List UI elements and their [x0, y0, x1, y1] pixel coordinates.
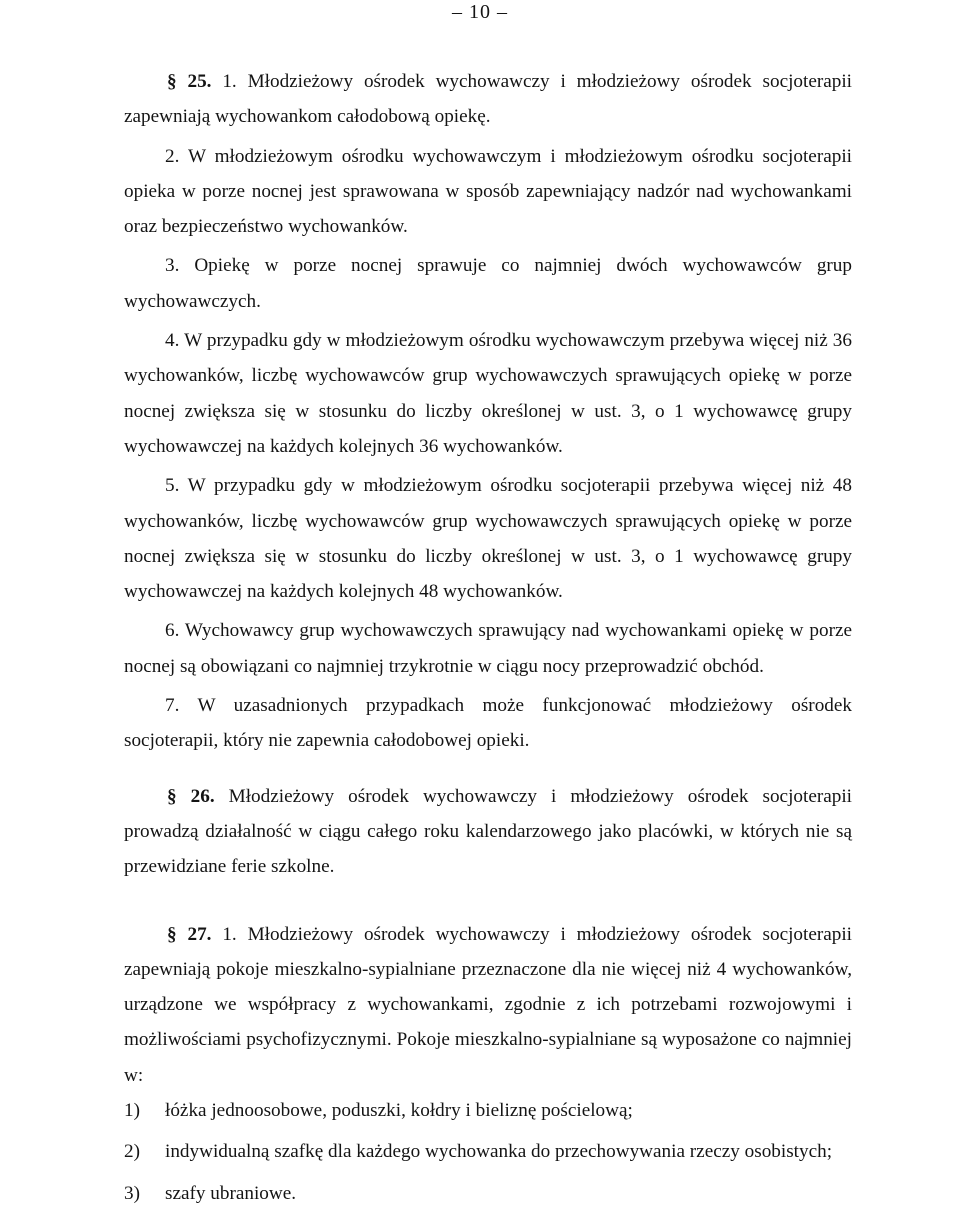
document-body — [124, 64, 852, 1217]
section-27-paragraph-1 — [124, 917, 852, 1093]
section-marker: § 27. — [167, 923, 212, 945]
section-25-paragraph-7: 7. W uzasadnionych przypadkach może funkcjonować młodzieżowy ośrodek socjoterapii, który nie zapewnia całodobowej opieki. — [124, 695, 852, 752]
list-item — [124, 1176, 852, 1211]
list-item — [124, 1093, 852, 1128]
section-25-paragraph-6: 6. Wychowawcy grup wychowawczych sprawujący nad wychowankami opiekę w porze nocnej są obowiązani co najmniej trzykrotnie w ciągu nocy przeprowadzić obchód. — [124, 620, 852, 677]
section-marker: § 25. — [167, 71, 212, 92]
section-25-paragraph-3: 3. Opiekę w porze nocnej sprawuje co najmniej dwóch wychowawców grup wychowawczych. — [124, 255, 852, 312]
section-26-paragraph — [124, 779, 852, 885]
page-number: – 10 – — [452, 1, 508, 23]
section-25-paragraph-2: 2. W młodzieżowym ośrodku wychowawczym i młodzieżowym ośrodku socjoterapii opieka w porze nocnej jest sprawowana w sposób zapewniający nadzór nad wychowankami oraz bezpieczeństwo wychowanków. — [124, 145, 852, 238]
list-item-marker: 2) — [124, 1141, 140, 1163]
furnishing-list — [124, 1093, 852, 1211]
section-25-paragraph-5: 5. W przypadku gdy w młodzieżowym ośrodku socjoterapii przebywa więcej niż 48 wychowanków, liczbę wychowawców grup wychowawczych sprawujących opiekę w porze nocnej zwiększa się w stosunku do liczby określonej w ust. 3, o 1 wychowawcę grupy wychowawczej na każdych kolejnych 48 wychowanków. — [124, 475, 852, 603]
list-item-marker: 1) — [124, 1100, 140, 1122]
paragraph-text: Młodzieżowy ośrodek wychowawczy i młodzieżowy ośrodek socjoterapii prowadzą działalność w ciągu całego roku kalendarzowego jako placówki, w których nie są przewidziane ferie szkolne. — [124, 785, 853, 878]
list-item-text: łóżka jednoosobowe, poduszki, kołdry i bieliznę pościelową; — [165, 1100, 633, 1122]
section-25-paragraph-4: 4. W przypadku gdy w młodzieżowym ośrodku wychowawczym przebywa więcej niż 36 wychowanków, liczbę wychowawców grup wychowawczych sprawujących opiekę w porze nocnej zwiększa się w stosunku do liczby określonej w ust. 3, o 1 wychowawcę grupy wychowawczej na każdych kolejnych 36 wychowanków. — [124, 330, 852, 457]
list-item — [124, 1134, 852, 1169]
list-item-text: indywidualną szafkę dla każdego wychowanka do przechowywania rzeczy osobistych; — [165, 1141, 833, 1163]
paragraph-text: 1. Młodzieżowy ośrodek wychowawczy i młodzieżowy ośrodek socjoterapii zapewniają wychowankom całodobową opiekę. — [124, 71, 853, 128]
list-item-marker: 3) — [124, 1182, 140, 1204]
section-marker: § 26. — [167, 785, 215, 807]
section-25-paragraph-1 — [124, 64, 852, 135]
paragraph-text: 1. Młodzieżowy ośrodek wychowawczy i młodzieżowy ośrodek socjoterapii zapewniają pokoje mieszkalno-sypialniane przeznaczone dla nie więcej niż 4 wychowanków, urządzone we współpracy z wychowankami, zgodnie z ich potrzebami rozwojowymi i możliwościami psychofizycznymi. Pokoje mieszkalno-sypialniane są wyposażone co najmniej w: — [124, 923, 853, 1086]
list-item-text: szafy ubraniowe. — [165, 1182, 297, 1204]
